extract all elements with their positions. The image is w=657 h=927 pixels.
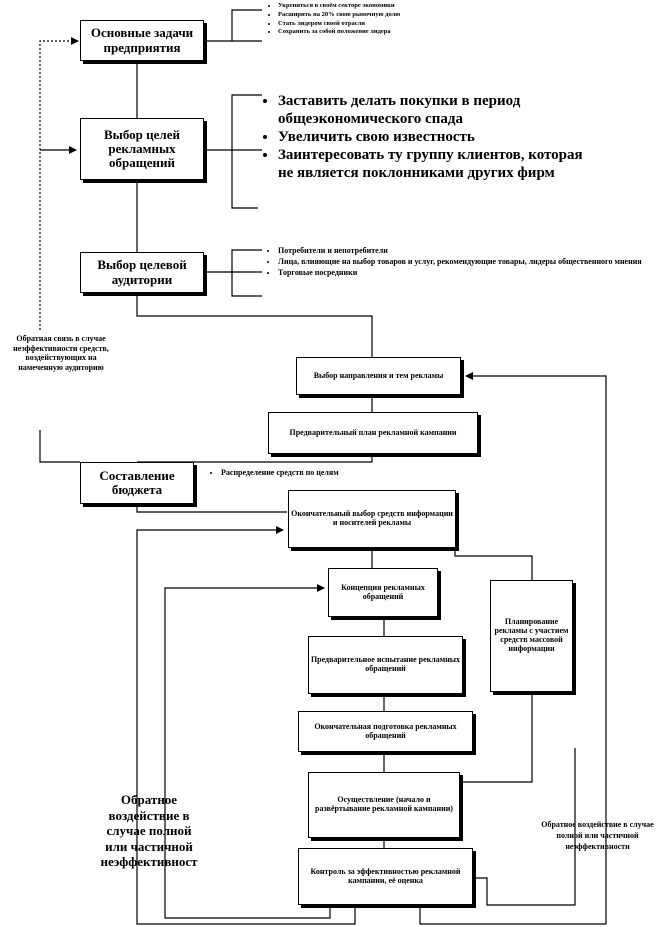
control-box [298,848,473,905]
feedback-left-note: Обратное воздействие в случае полной или частичной неэффективност [100,792,198,870]
final-preparation-box [298,711,473,752]
list-item: • Лица, влияющие на выбор товаров и услуг, рекомендующие товары, лидеры общественного мнения [278,257,653,268]
budget-list [205,468,461,479]
preliminary-test-box [308,636,463,694]
control-label: Контроль за эффективностью рекламной кампании, её оценка [310,866,461,885]
connector-budget-media [137,505,287,512]
ad-goals-label: Выбор целей рекламных обращений [104,126,180,171]
budget-box [80,462,194,504]
list-item: • Стать лидером своей отрасли [278,20,528,29]
list-item: • Заинтересовать ту группу клиентов, которая не является поклонниками других фирм [278,146,598,182]
final-media-choice-label: Окончательный выбор средств информации и носителей рекламы [291,509,453,527]
implementation-box [308,772,460,838]
ad-goals-box [80,118,204,180]
connector-plan-budget [137,454,372,462]
final-preparation-label: Окончательная подготовка рекламных обращений [314,721,457,740]
budget-label: Составление бюджета [99,467,175,497]
preliminary-plan-label: Предварительный план рекламной кампании [289,427,457,437]
connector-tasks-list [205,10,262,41]
feedback-media-note: Обратная связь в случае неэффективности средств, воздействующих на намеченную аудиторию [13,334,109,372]
dotted-feedback-arrow [40,41,78,330]
list-item: • Распределение средств по целям [221,468,461,479]
list-item: • Расширить на 20% свою рыночную долю [278,11,528,20]
connector-goals-list [205,95,262,208]
list-item: • Потребители и непотребители [278,246,653,257]
connector-audience-list [205,250,262,296]
concept-box [328,568,438,617]
list-item: • Укрепиться в своём секторе экономики [278,2,528,11]
feedback-right-note: Обратное воздействие в случае полной или частичной неэффективности [541,820,654,851]
connector-feedback-budget [40,430,80,462]
mass-media-planning-label: Планирование рекламы с участием средств массовой информации [494,617,569,653]
preliminary-plan-box [268,412,478,454]
main-tasks-box [80,20,204,61]
target-audience-box [80,252,204,293]
direction-themes-box [296,357,461,395]
ad-goals-list [262,92,598,182]
connector-media-massmedia [455,548,532,580]
list-item: • Заставить делать покупки в период общеэкономического спада [278,92,598,128]
main-tasks-list [262,2,528,37]
target-audience-label: Выбор целевой аудитории [97,257,187,287]
target-audience-list [262,246,653,278]
list-item: • Торговые посредники [278,268,653,279]
main-tasks-label: Основные задачи предприятия [90,25,194,55]
list-item: • Сохранить за собой положение лидера [278,28,528,37]
mass-media-planning-box [490,580,573,692]
concept-label: Концепция рекламных обращений [341,582,425,601]
preliminary-test-label: Предварительное испытание рекламных обращений [310,655,461,673]
direction-themes-label: Выбор направления и тем рекламы [313,370,444,380]
implementation-label: Осуществление (начало и развёртывание рекламной кампании) [315,795,453,813]
final-media-choice-box [288,490,456,548]
list-item: • Увеличить свою известность [278,128,598,146]
connector-audience-direction [137,293,372,357]
